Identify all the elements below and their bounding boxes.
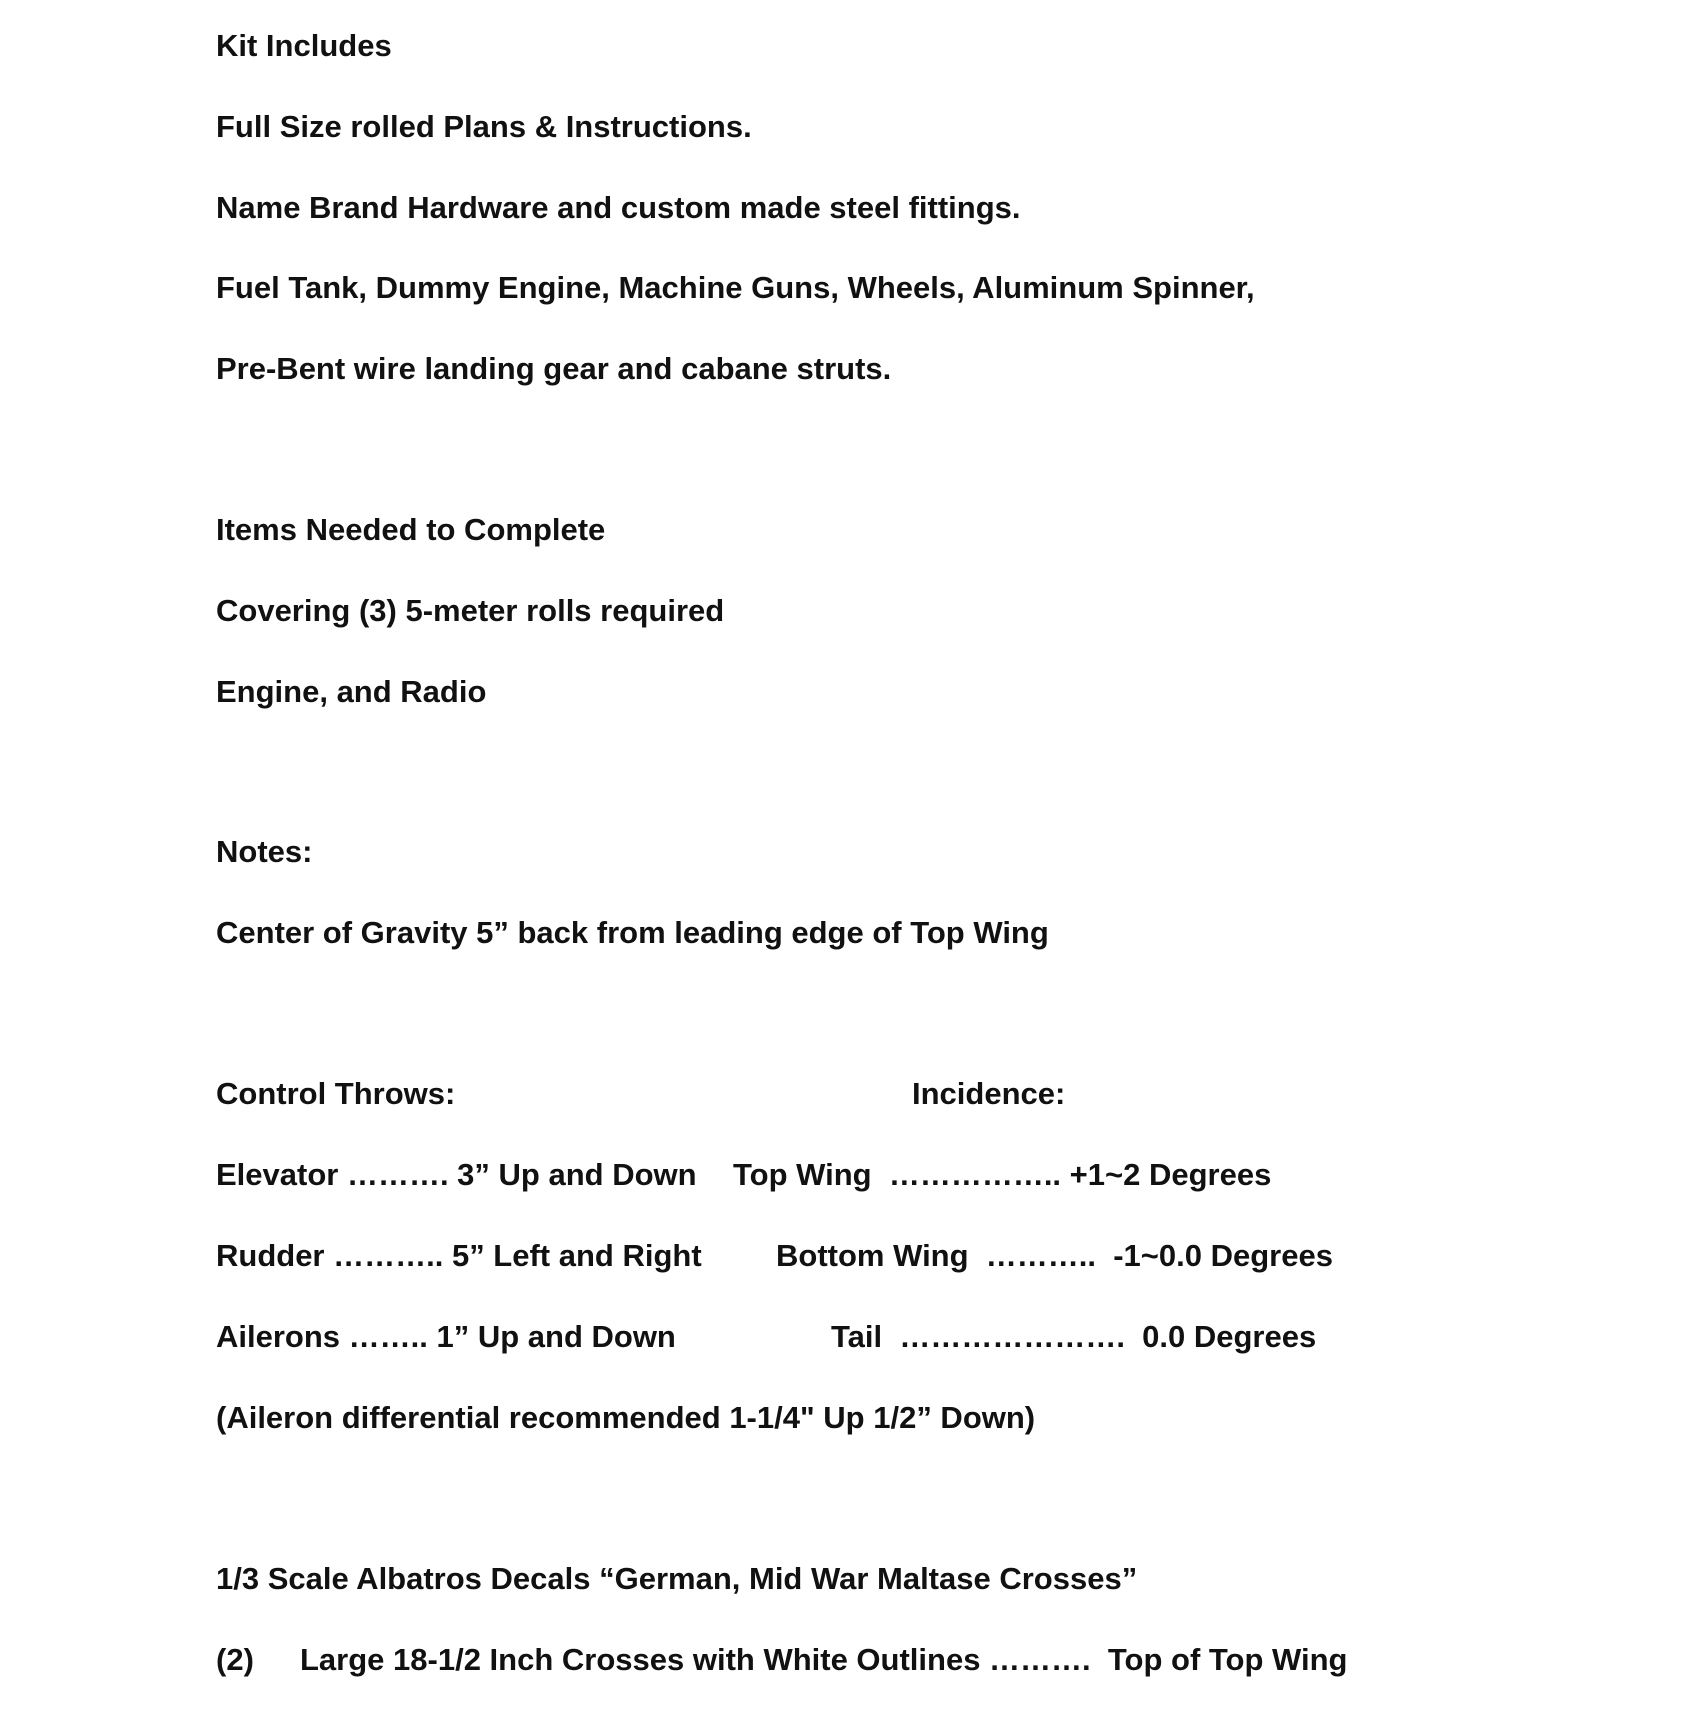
- items-needed-item: Engine, and Radio: [216, 674, 487, 709]
- center-of-gravity-note: Center of Gravity 5” back from leading edge of Top Wing: [216, 915, 1049, 950]
- decal-quantity: (2): [216, 1642, 254, 1677]
- notes-heading: Notes:: [216, 834, 313, 869]
- control-throw-row-elevator: Elevator ………. 3” Up and Down: [216, 1157, 697, 1192]
- control-throw-row-ailerons: Ailerons …….. 1” Up and Down: [216, 1319, 676, 1354]
- kit-item: Full Size rolled Plans & Instructions.: [216, 109, 752, 144]
- decals-heading: 1/3 Scale Albatros Decals “German, Mid War Maltase Crosses”: [216, 1561, 1138, 1596]
- incidence-row-tail: Tail …………………. 0.0 Degrees: [831, 1319, 1317, 1354]
- kit-item: Name Brand Hardware and custom made steel fittings.: [216, 190, 1021, 225]
- kit-includes-heading: Kit Includes: [216, 28, 392, 63]
- items-needed-heading: Items Needed to Complete: [216, 512, 606, 547]
- kit-item: Pre-Bent wire landing gear and cabane struts.: [216, 351, 892, 386]
- incidence-heading: Incidence:: [912, 1076, 1066, 1111]
- aileron-differential-note: (Aileron differential recommended 1-1/4" Up 1/2” Down): [216, 1400, 1036, 1435]
- incidence-row-bottom-wing: Bottom Wing ……….. -1~0.0 Degrees: [776, 1238, 1333, 1273]
- items-needed-item: Covering (3) 5-meter rolls required: [216, 593, 725, 628]
- incidence-row-top-wing: Top Wing …………….. +1~2 Degrees: [733, 1157, 1272, 1192]
- decal-description: Large 18-1/2 Inch Crosses with White Outlines ………. Top of Top Wing: [300, 1642, 1348, 1677]
- kit-item: Fuel Tank, Dummy Engine, Machine Guns, Wheels, Aluminum Spinner,: [216, 270, 1255, 305]
- control-throws-heading: Control Throws:: [216, 1076, 456, 1111]
- control-throw-row-rudder: Rudder ……….. 5” Left and Right: [216, 1238, 702, 1273]
